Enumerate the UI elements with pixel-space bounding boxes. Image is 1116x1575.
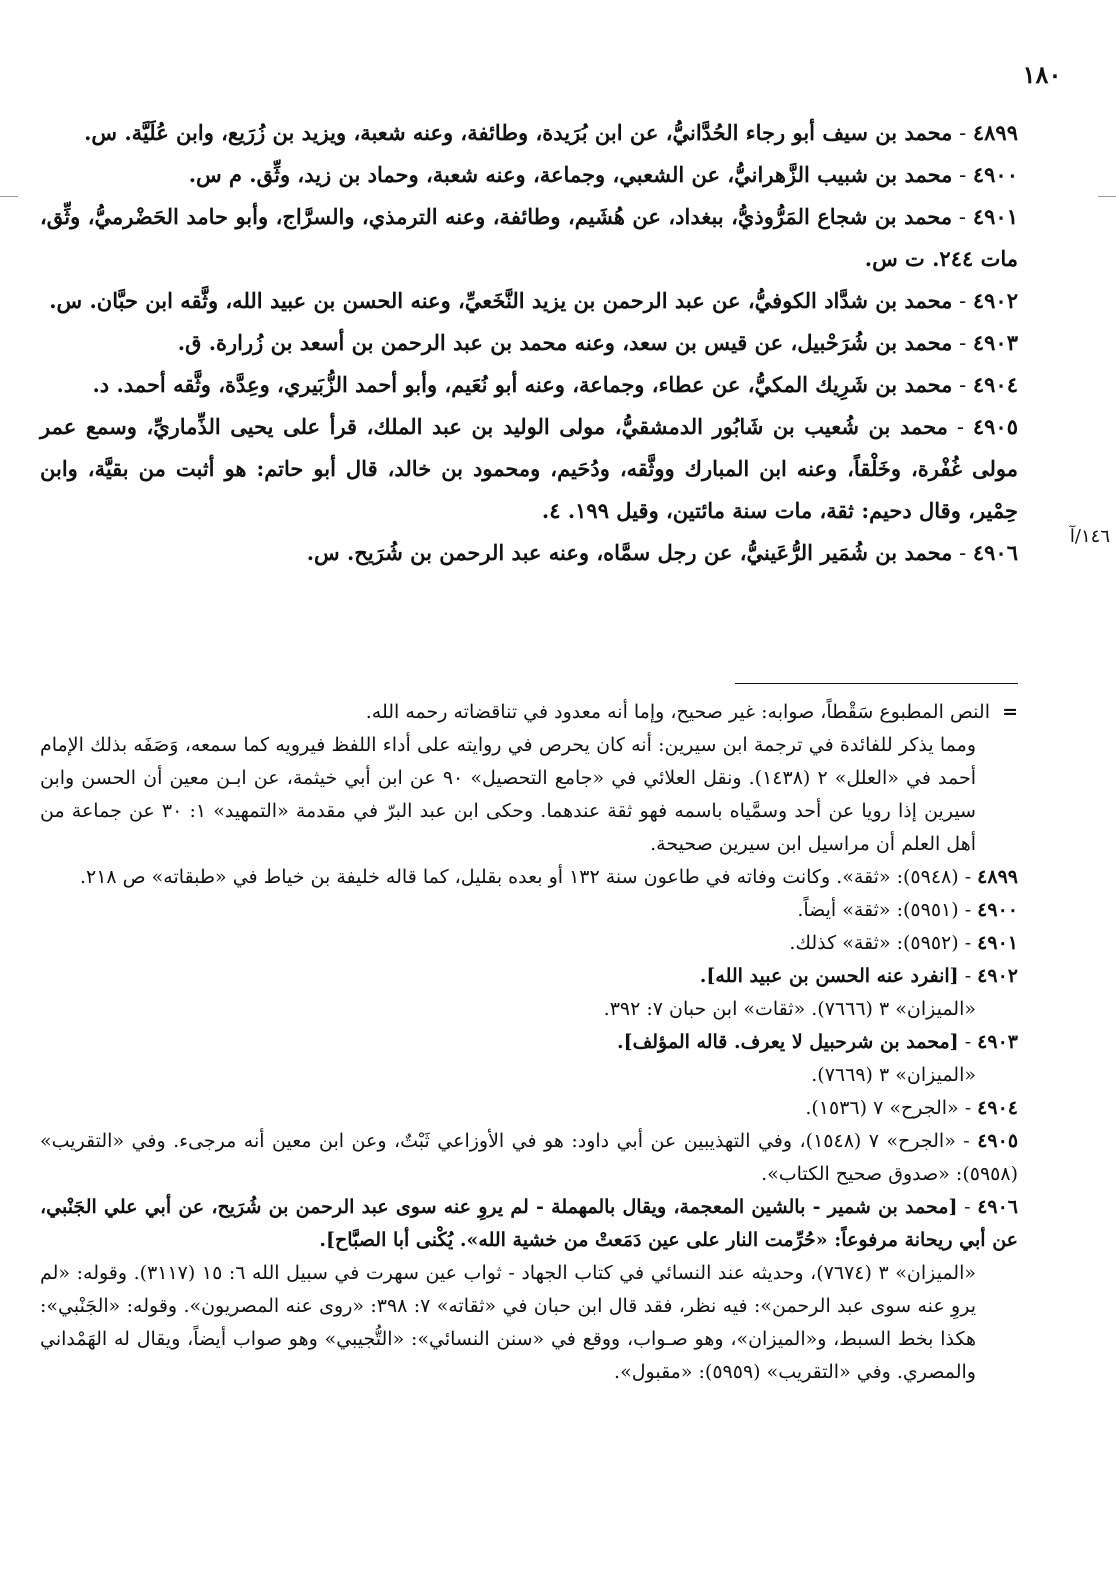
side-reference: ١٤٦/آ (1069, 526, 1110, 547)
margin-mark-left (0, 196, 18, 197)
footnote (40, 993, 1018, 1026)
footnote: ٤٩٠١ - (٥٩٥٢): «ثقة» كذلك. (789, 932, 1018, 954)
footnote: ٤٨٩٩ - (٥٩٤٨): «ثقة». وكانت وفاته في طاعون سنة ١٣٢ أو بعده بقليل، كما قاله خليفة بن خياط في «طبقاته» ص ٢١٨. (79, 866, 1018, 888)
footnote-text: (٥٩٥٢): «ثقة» كذلك. (789, 932, 959, 954)
entry-text: محمد بن شدَّاد الكوفيُّ، عن عبد الرحمن بن يزيد النَّخَعيِّ، وعنه الحسن بن عبيد الله، وثَّقه ابن حبَّان. س. (49, 288, 953, 313)
footnote-number: ٤٩٠٦ (977, 1196, 1019, 1218)
footnote-text: «الجرح» ٧ (١٥٤٨)، وفي التهذيبين عن أبي داود: هو في الأوزاعي ثَبْتٌ، وعن ابن معين أنه مرجىء. وفي «التقريب» (٥٩٥٨): «صدوق صحيح الكتاب». (40, 1130, 1018, 1185)
page-number: ١٨٠ (1022, 60, 1062, 89)
footnote-text: «الميزان» ٣ (٧٦٦٦). «ثقات» ابن حبان ٧: ٣٩٢. (603, 998, 976, 1020)
footnote-text: النص المطبوع سَقْطاً، صوابه: غير صحيح، وإما أنه معدود في تناقضاته رحمه الله. (365, 701, 990, 723)
footnote-text: [محمد بن شرحبيل لا يعرف. قاله المؤلف]. (616, 1031, 959, 1053)
entry-text: محمد بن شُعيب بن شَابُور الدمشقيُّ، مولى الوليد بن عبد الملك، قرأ على يحيى الذِّماريِّ، وسمع عمر مولى غُفْرة، وخَلْقاً، وعنه ابن المبارك ووثَّقه، ودُحَيم، ومحمود بن خالد، قال أبو حاتم: هو أثبت من بقيَّة، وابن حِمْير، وقال دحيم: ثقة، مات سنة مائتين، وقيل ١٩٩. ٤. (40, 414, 1018, 523)
entry-number: ٤٩٠٠ (972, 162, 1018, 187)
footnote (40, 696, 1018, 729)
footnote: ٤٩٠٦ - [محمد بن شمير - بالشين المعجمة، ويقال بالمهملة - لم يروِ عنه سوى عبد الرحمن بن شُرَيح، عن أبي علي الجَنْبي، عن أبي ريحانة مرفوعاً: «حُرِّمت النار على عين دَمَعتْ من خشية الله». يُكْنى أبا الصبَّاح]. (40, 1196, 1019, 1251)
entry-number: ٤٩٠٦ (972, 540, 1018, 565)
footnote-number: ٤٩٠١ (977, 932, 1018, 954)
footnote-text: «الجرح» ٧ (١٥٣٦). (805, 1097, 959, 1119)
main-text (40, 112, 1018, 574)
footnote-text: [انفرد عنه الحسن بن عبيد الله]. (699, 965, 959, 987)
entry: ٤٩٠٣ - محمد بن شُرَحْبيل، عن قيس بن سعد، وعنه محمد بن عبد الرحمن بن أسعد بن زُرارة. ق. (177, 330, 1018, 355)
entry-number: ٤٩٠٣ (972, 330, 1018, 355)
entry-text: محمد بن شَرِيك المكيُّ، عن عطاء، وجماعة، وعنه أبو نُعَيم، وأبو أحمد الزُّبَيري، وعِدَّة، وثَّقه أحمد. د. (92, 372, 953, 397)
entry-text: محمد بن شبيب الزَّهرانيُّ، عن الشعبي، وجماعة، وعنه شعبة، وحماد بن زيد، وثِّق. م س. (188, 162, 953, 187)
entry: ٤٩٠٠ - محمد بن شبيب الزَّهرانيُّ، عن الشعبي، وجماعة، وعنه شعبة، وحماد بن زيد، وثِّق. م س. (188, 162, 1018, 187)
footnote: ٤٩٠٤ - «الجرح» ٧ (١٥٣٦). (805, 1097, 1018, 1119)
footnote: ٤٩٠٥ - «الجرح» ٧ (١٥٤٨)، وفي التهذيبين عن أبي داود: هو في الأوزاعي ثَبْتٌ، وعن ابن معين أنه مرجىء. وفي «التقريب» (٥٩٥٨): «صدوق صحيح الكتاب». (40, 1130, 1019, 1185)
entry-text: محمد بن شجاع المَرُّوذيُّ، ببغداد، عن هُشَيم، وطائفة، وعنه الترمذي، والسرَّاج، وأبو حامد الحَضْرميُّ، وثِّق، مات ٢٤٤. ت س. (40, 204, 1018, 271)
entry-text: محمد بن سيف أبو رجاء الحُدَّانيُّ، عن ابن بُرَيدة، وطائفة، وعنه شعبة، ويزيد بن زُرَيع، وابن عُلَيَّة. س. (84, 120, 953, 145)
footnotes (40, 696, 1018, 1389)
footnote-number: ٤٩٠٥ (977, 1130, 1019, 1152)
footnote-number: ٤٩٠٢ (977, 965, 1018, 987)
margin-mark-right (1098, 196, 1116, 197)
entry-number: ٤٨٩٩ (972, 120, 1018, 145)
footnote-number: ٤٩٠٠ (977, 899, 1018, 921)
footnote (40, 729, 1018, 861)
entry: ٤٩٠٤ - محمد بن شَرِيك المكيُّ، عن عطاء، وجماعة، وعنه أبو نُعَيم، وأبو أحمد الزُّبَيري، وعِدَّة، وثَّقه أحمد. د. (92, 372, 1018, 397)
footnote-separator (735, 683, 1018, 684)
entry-text: محمد بن شُمَير الرُّعَينيُّ، عن رجل سمَّاه، وعنه عبد الرحمن بن شُرَيح. س. (306, 540, 953, 565)
footnote-text: ومما يذكر للفائدة في ترجمة ابن سيرين: أنه كان يحرص في روايته على أداء اللفظ فيرويه كما سمعه، وَصَفَه بذلك الإمام أحمد في «العلل» ٢ (١٤٣٨). ونقل العلائي في «جامع التحصيل» ٩٠ عن ابن أبي خيثمة، عن ابـن معين أن الحسن وابن سيرين إذا رويا عن أحد وسمَّياه باسمه فهو ثقة عندهما. وحكى ابن عبد البرّ في مقدمة «التمهيد» ١: ٣٠ عن جماعة من أهل العلم أن مراسيل ابن سيرين صحيحة. (40, 734, 977, 855)
entry: ٤٩٠٦ - محمد بن شُمَير الرُّعَينيُّ، عن رجل سمَّاه، وعنه عبد الرحمن بن شُرَيح. س. (306, 540, 1018, 565)
entry-number: ٤٩٠٤ (972, 372, 1018, 397)
footnote-text: «الميزان» ٣ (٧٦٦٩). (811, 1064, 976, 1086)
footnote: ٤٩٠٣ - [محمد بن شرحبيل لا يعرف. قاله المؤلف]. (616, 1031, 1018, 1053)
footnote-text: (٥٩٤٨): «ثقة». وكانت وفاته في طاعون سنة ١٣٢ أو بعده بقليل، كما قاله خليفة بن خياط في «طبقاته» ص ٢١٨. (79, 866, 959, 888)
footnote-text: (٥٩٥١): «ثقة» أيضاً. (797, 899, 959, 921)
entry-number: ٤٩٠٥ (972, 414, 1018, 439)
footnote-number: ٤٨٩٩ (977, 866, 1018, 888)
footnote-number: ٤٩٠٣ (977, 1031, 1018, 1053)
entry-number: ٤٩٠٢ (972, 288, 1018, 313)
footnote: ٤٩٠٠ - (٥٩٥١): «ثقة» أيضاً. (797, 899, 1018, 921)
footnote-text: «الميزان» ٣ (٧٦٧٤)، وحديثه عند النسائي في كتاب الجهاد - ثواب عين سهرت في سبيل الله ٦: ١٥ (٣١١٧). وقوله: «لم يروِ عنه سوى عبد الرحمن»: فيه نظر، فقد قال ابن حبان في «ثقاته» ٧: ٣٩٨: «روى عنه المصريون». وقوله: «الجَنْبي»: هكذا بخط السبط، و«الميزان»، وهو صـواب، ووقع في «سنن النسائي»: «التُّجيبي» وهو صواب أيضاً، ويقال له الهَمْداني والمصري. وفي «التقريب» (٥٩٥٩): «مقبول». (40, 1262, 976, 1383)
entry-text: محمد بن شُرَحْبيل، عن قيس بن سعد، وعنه محمد بن عبد الرحمن بن أسعد بن زُرارة. ق. (177, 330, 953, 355)
entry: ٤٩٠٥ - محمد بن شُعيب بن شَابُور الدمشقيُّ، مولى الوليد بن عبد الملك، قرأ على يحيى الذِّماريِّ، وسمع عمر مولى غُفْرة، وخَلْقاً، وعنه ابن المبارك ووثَّقه، ودُحَيم، ومحمود بن خالد، قال أبو حاتم: هو أثبت من بقيَّة، وابن حِمْير، وقال دحيم: ثقة، مات سنة مائتين، وقيل ١٩٩. ٤. (40, 414, 1018, 523)
footnote-text: [محمد بن شمير - بالشين المعجمة، ويقال بالمهملة - لم يروِ عنه سوى عبد الرحمن بن شُرَيح، عن أبي علي الجَنْبي، عن أبي ريحانة مرفوعاً: «حُرِّمت النار على عين دَمَعتْ من خشية الله». يُكْنى أبا الصبَّاح]. (40, 1196, 1018, 1251)
entry: ٤٩٠١ - محمد بن شجاع المَرُّوذيُّ، ببغداد، عن هُشَيم، وطائفة، وعنه الترمذي، والسرَّاج، وأبو حامد الحَضْرميُّ، وثِّق، مات ٢٤٤. ت س. (40, 204, 1018, 271)
entry: ٤٨٩٩ - محمد بن سيف أبو رجاء الحُدَّانيُّ، عن ابن بُرَيدة، وطائفة، وعنه شعبة، ويزيد بن زُرَيع، وابن عُلَيَّة. س. (84, 120, 1018, 145)
footnote-number: = (1002, 701, 1018, 723)
footnote-number: ٤٩٠٤ (977, 1097, 1018, 1119)
footnote (40, 1059, 1018, 1092)
entry: ٤٩٠٢ - محمد بن شدَّاد الكوفيُّ، عن عبد الرحمن بن يزيد النَّخَعيِّ، وعنه الحسن بن عبيد الله، وثَّقه ابن حبَّان. س. (49, 288, 1018, 313)
entry-number: ٤٩٠١ (972, 204, 1018, 229)
footnote (40, 1257, 1018, 1389)
footnote: ٤٩٠٢ - [انفرد عنه الحسن بن عبيد الله]. (699, 965, 1018, 987)
